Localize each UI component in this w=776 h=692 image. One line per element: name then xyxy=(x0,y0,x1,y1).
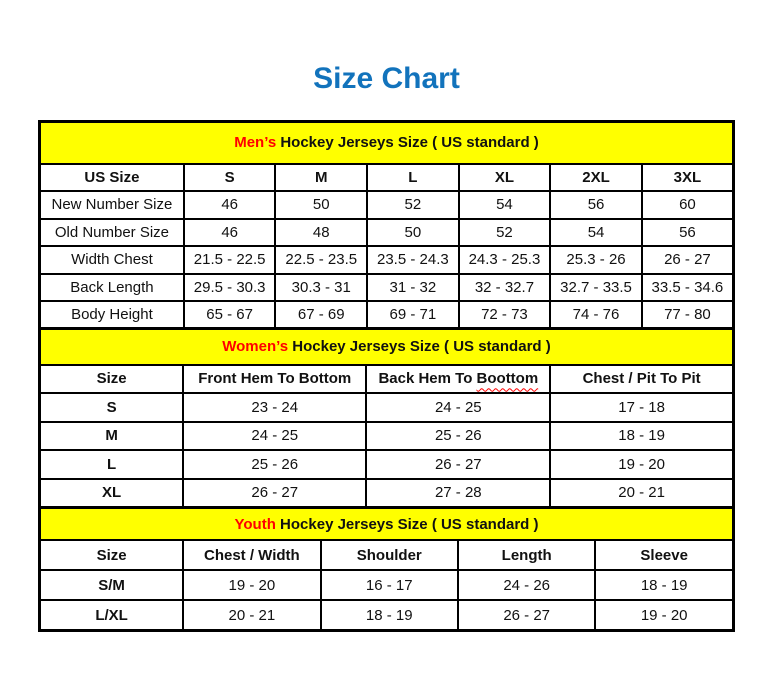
size-tables xyxy=(38,120,735,632)
row-label: New Number Size xyxy=(40,191,184,219)
row-label: Body Height xyxy=(40,301,184,329)
column-header: M xyxy=(275,164,367,192)
table-row xyxy=(40,450,734,479)
section-band-text: Hockey Jerseys Size ( US standard ) xyxy=(288,338,551,356)
table-cell: 46 xyxy=(184,219,276,247)
column-header: Chest / Pit To Pit xyxy=(550,365,733,394)
table-row xyxy=(40,422,734,451)
column-header-row xyxy=(40,164,734,192)
table-row xyxy=(40,479,734,508)
section-band xyxy=(40,507,734,540)
table-cell: 19 - 20 xyxy=(595,600,733,630)
table-cell: 50 xyxy=(275,191,367,219)
table-cell: 29.5 - 30.3 xyxy=(184,274,276,302)
table-cell: 24 - 25 xyxy=(183,422,366,451)
table-cell: 20 - 21 xyxy=(550,479,733,508)
table-cell: 32 - 32.7 xyxy=(459,274,551,302)
table-row xyxy=(40,393,734,422)
youth-size-table xyxy=(38,506,735,632)
table-cell: 31 - 32 xyxy=(367,274,459,302)
table-cell: 26 - 27 xyxy=(183,479,366,508)
row-label: S xyxy=(40,393,184,422)
row-label: XL xyxy=(40,479,184,508)
table-cell: 33.5 - 34.6 xyxy=(642,274,734,302)
row-label: Back Length xyxy=(40,274,184,302)
table-cell: 32.7 - 33.5 xyxy=(550,274,642,302)
section-band-row xyxy=(40,329,734,365)
table-cell: 72 - 73 xyxy=(459,301,551,329)
table-cell: 65 - 67 xyxy=(184,301,276,329)
section-band xyxy=(40,329,734,365)
section-band-row xyxy=(40,507,734,540)
table-row xyxy=(40,246,734,274)
page-title: Size Chart xyxy=(313,62,460,95)
table-cell: 23.5 - 24.3 xyxy=(367,246,459,274)
table-cell: 48 xyxy=(275,219,367,247)
section-band-text: Hockey Jerseys Size ( US standard ) xyxy=(275,515,539,533)
column-header: Chest / Width xyxy=(183,540,320,570)
table-cell: 26 - 27 xyxy=(458,600,595,630)
table-cell: 21.5 - 22.5 xyxy=(184,246,276,274)
column-header-row xyxy=(40,365,734,394)
table-cell: 16 - 17 xyxy=(321,570,458,600)
table-row xyxy=(40,274,734,302)
table-cell: 56 xyxy=(642,219,734,247)
table-cell: 24.3 - 25.3 xyxy=(459,246,551,274)
table-cell: 18 - 19 xyxy=(321,600,458,630)
table-cell: 54 xyxy=(550,219,642,247)
row-label: S/M xyxy=(40,570,184,600)
column-header: US Size xyxy=(40,164,184,192)
column-header: Shoulder xyxy=(321,540,458,570)
row-label: M xyxy=(40,422,184,451)
table-cell: 25 - 26 xyxy=(183,450,366,479)
table-cell: 24 - 26 xyxy=(458,570,595,600)
column-header: 3XL xyxy=(642,164,734,192)
table-cell: 54 xyxy=(459,191,551,219)
table-cell: 26 - 27 xyxy=(366,450,550,479)
table-cell: 77 - 80 xyxy=(642,301,734,329)
column-header: Size xyxy=(40,365,184,394)
column-header: Front Hem To Bottom xyxy=(183,365,366,394)
table-row xyxy=(40,570,734,600)
table-cell: 18 - 19 xyxy=(595,570,733,600)
misspelled-word: Boottom xyxy=(476,370,539,388)
table-cell: 24 - 25 xyxy=(366,393,550,422)
section-band-accent: Women’s xyxy=(222,338,289,356)
section-band xyxy=(40,122,734,164)
column-header: XL xyxy=(459,164,551,192)
table-cell: 25.3 - 26 xyxy=(550,246,642,274)
table-cell: 19 - 20 xyxy=(183,570,320,600)
table-cell: 52 xyxy=(459,219,551,247)
table-cell: 67 - 69 xyxy=(275,301,367,329)
column-header xyxy=(366,365,550,394)
table-cell: 23 - 24 xyxy=(183,393,366,422)
table-cell: 46 xyxy=(184,191,276,219)
row-label: Width Chest xyxy=(40,246,184,274)
column-header: L xyxy=(367,164,459,192)
table-cell: 56 xyxy=(550,191,642,219)
table-cell: 50 xyxy=(367,219,459,247)
column-header-text: Back Hem To xyxy=(378,370,477,388)
table-cell: 30.3 - 31 xyxy=(275,274,367,302)
womens-size-table xyxy=(38,327,735,509)
section-band-text: Hockey Jerseys Size ( US standard ) xyxy=(276,134,539,152)
table-row xyxy=(40,219,734,247)
table-cell: 25 - 26 xyxy=(366,422,550,451)
table-cell: 17 - 18 xyxy=(550,393,733,422)
table-cell: 26 - 27 xyxy=(642,246,734,274)
table-cell: 18 - 19 xyxy=(550,422,733,451)
table-row xyxy=(40,600,734,630)
section-band-accent: Men’s xyxy=(234,134,277,152)
mens-size-table xyxy=(38,120,735,330)
table-cell: 19 - 20 xyxy=(550,450,733,479)
column-header: S xyxy=(184,164,276,192)
table-cell: 69 - 71 xyxy=(367,301,459,329)
column-header: Sleeve xyxy=(595,540,733,570)
table-row xyxy=(40,191,734,219)
section-band-row xyxy=(40,122,734,164)
table-cell: 74 - 76 xyxy=(550,301,642,329)
table-cell: 20 - 21 xyxy=(183,600,320,630)
column-header: Size xyxy=(40,540,184,570)
row-label: L/XL xyxy=(40,600,184,630)
row-label: Old Number Size xyxy=(40,219,184,247)
table-cell: 22.5 - 23.5 xyxy=(275,246,367,274)
table-cell: 27 - 28 xyxy=(366,479,550,508)
table-row xyxy=(40,301,734,329)
section-band-accent: Youth xyxy=(234,515,276,533)
table-cell: 60 xyxy=(642,191,734,219)
column-header-row xyxy=(40,540,734,570)
table-cell: 52 xyxy=(367,191,459,219)
column-header: 2XL xyxy=(550,164,642,192)
column-header: Length xyxy=(458,540,595,570)
row-label: L xyxy=(40,450,184,479)
